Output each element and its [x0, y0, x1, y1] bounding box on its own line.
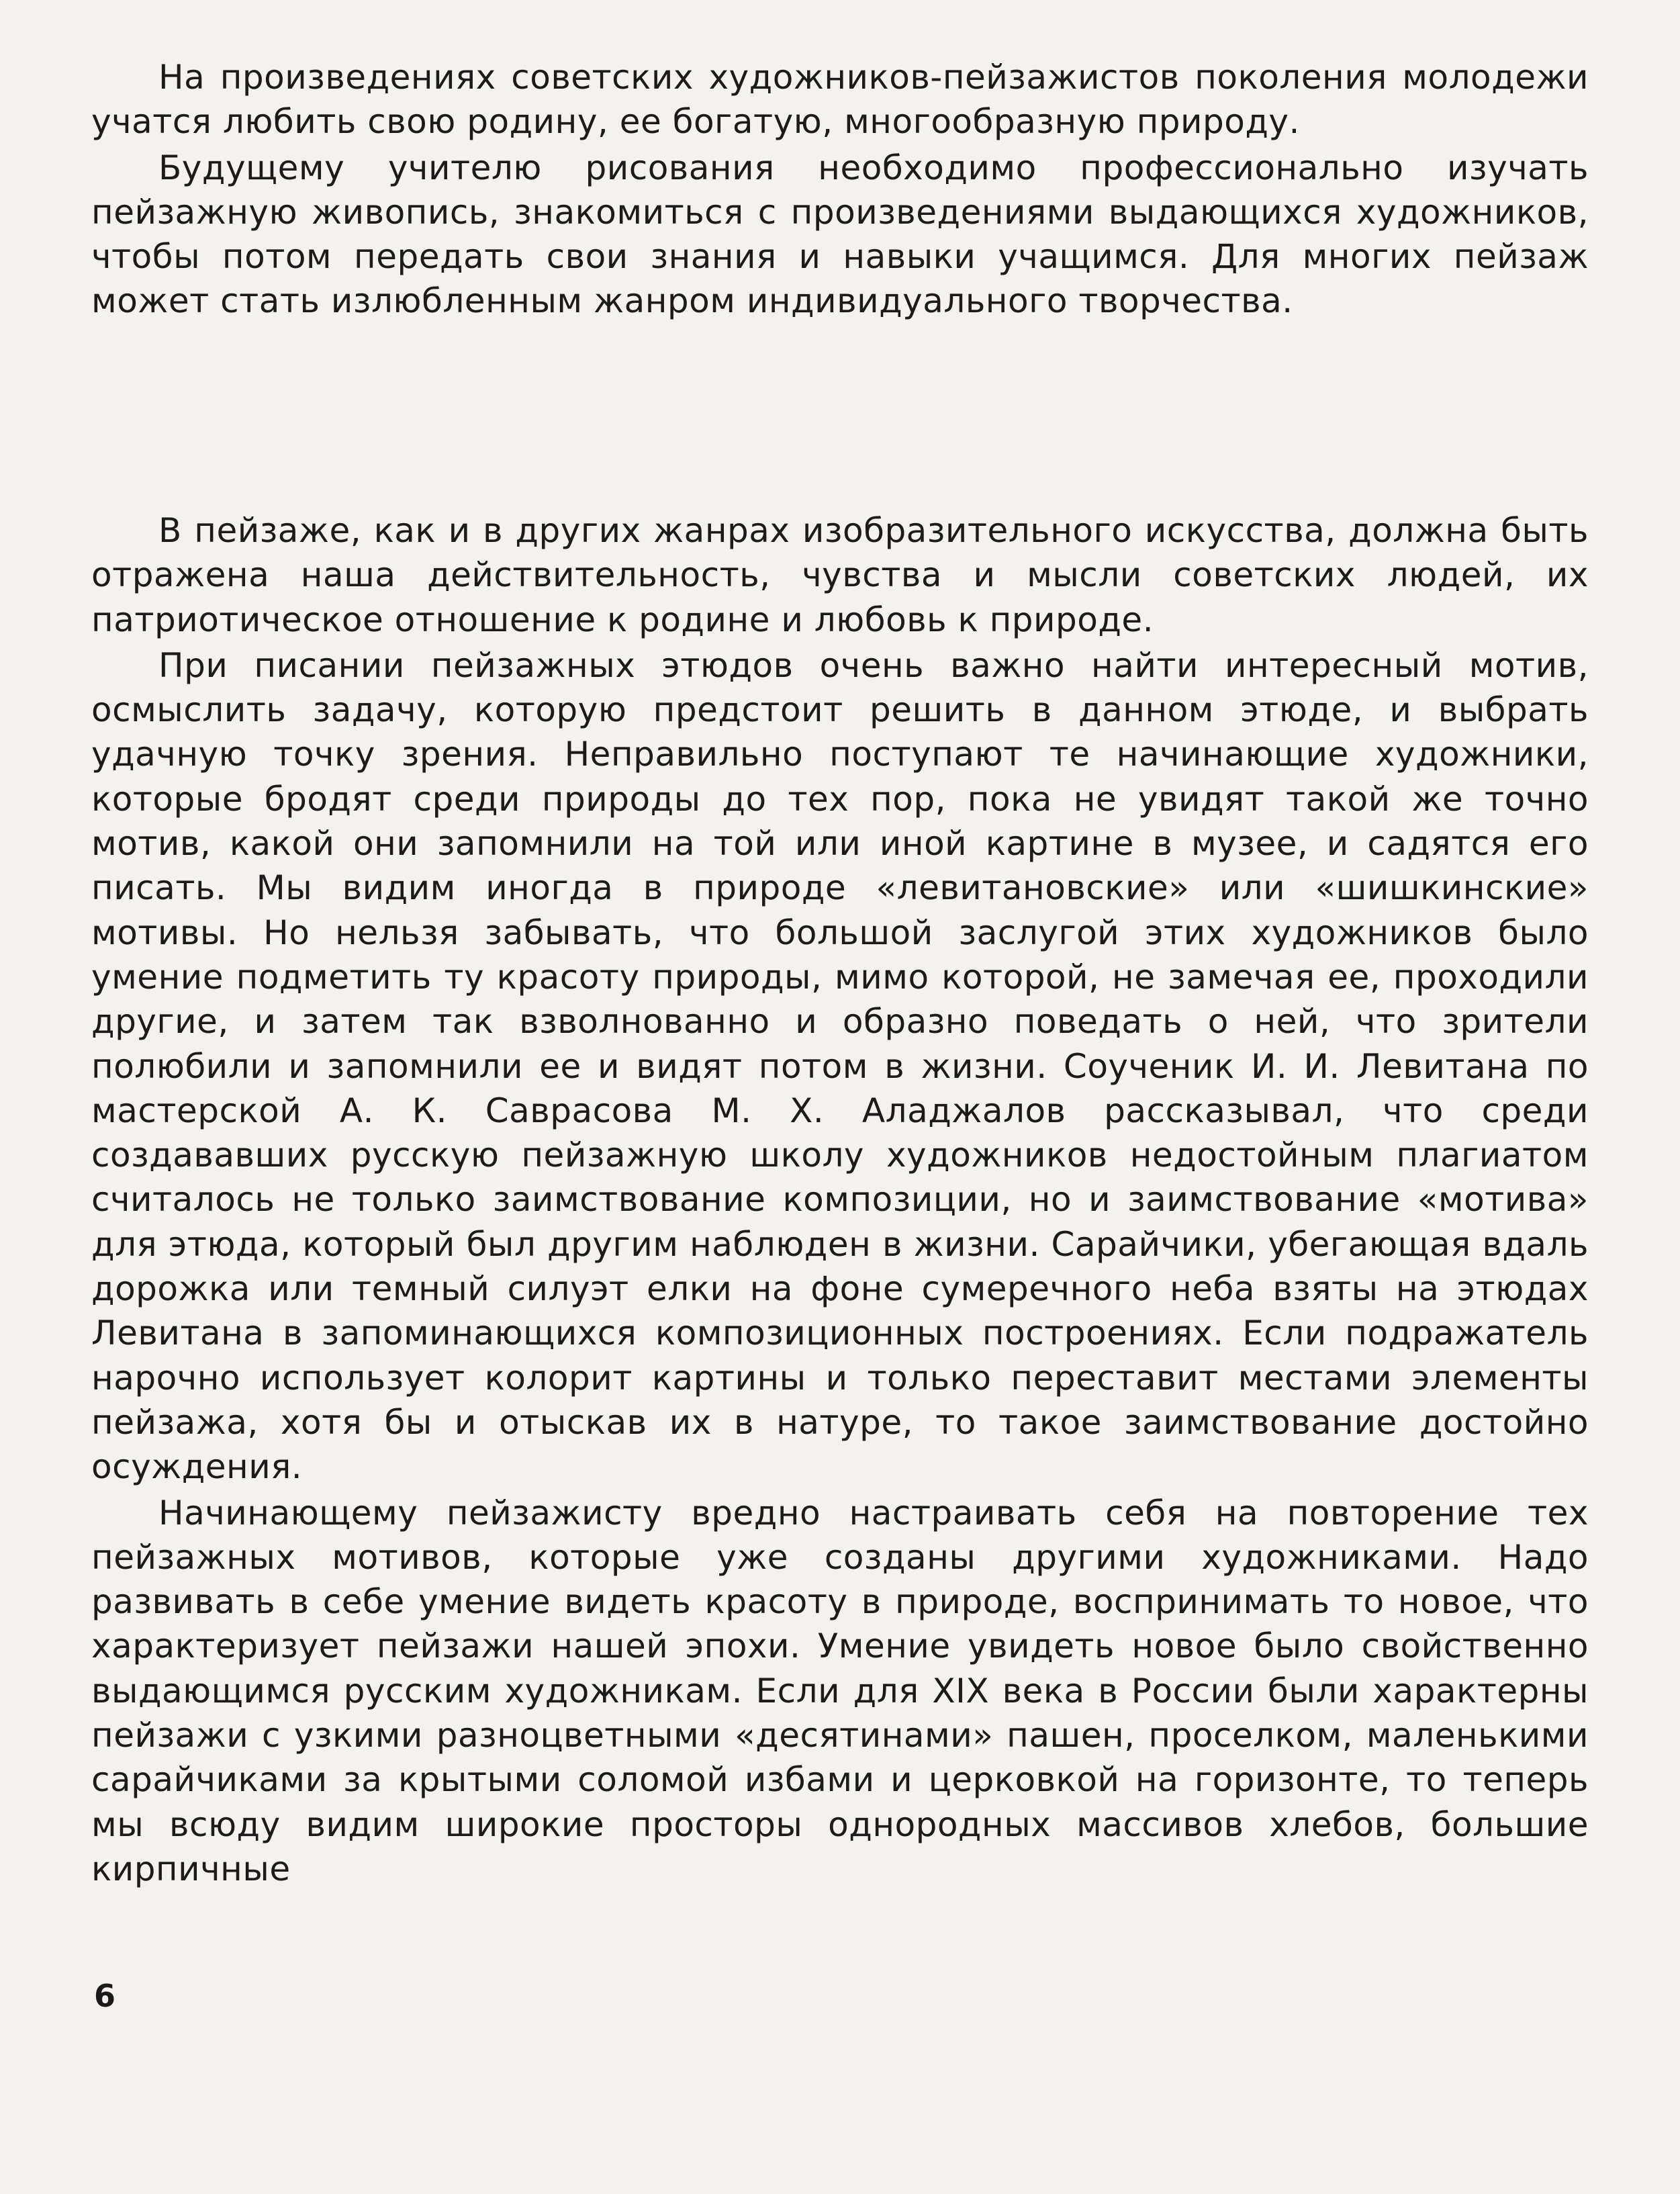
text-block-intro	[91, 55, 1589, 324]
paragraph: В пейзаже, как и в других жанрах изобразительного искусства, должна быть отражена наша действительность, чувства и мысли советских людей, их патриотическое отношение к родине и любовь к природе.	[91, 511, 1589, 639]
paragraph: Начинающему пейзажисту вредно настраивать себя на повторение тех пейзажных мотивов, которые уже созданы другими художниками. Надо развивать в себе умение видеть красоту в природе, воспринимать то новое, что характеризует пейзажи нашей эпохи. Умение увидеть новое было свойственно выдающимся русским художникам. Если для XIX века в России были характерны пейзажи с узкими разноцветными «десятинами» пашен, проселком, маленькими сарайчиками за крытыми соломой избами и церковкой на горизонте, то теперь мы всюду видим широкие просторы однородных массивов хлебов, большие кирпичные	[91, 1493, 1589, 1888]
paragraph: При писании пейзажных этюдов очень важно найти интересный мотив, осмыслить задачу, которую предстоит решить в данном этюде, и выбрать удачную точку зрения. Неправильно поступают те начинающие художники, которые бродят среди природы до тех пор, пока не увидят такой же точно мотив, какой они запомнили на той или иной картине в музее, и садятся его писать. Мы видим иногда в природе «левитановские» или «шишкинские» мотивы. Но нельзя забывать, что большой заслугой этих художников было умение подметить ту красоту природы, мимо которой, не замечая ее, проходили другие, и затем так взволнованно и образно поведать о ней, что зрители полюбили и запомнили ее и видят потом в жизни. Соученик И. И. Левитана по мастерской А. К. Саврасова М. Х. Аладжалов рассказывал, что среди создававших русскую пейзажную школу художников недостойным плагиатом считалось не только заимствование композиции, но и заимствование «мотива» для этюда, который был другим наблюден в жизни. Сарайчики, убегающая вдаль дорожка или темный силуэт елки на фоне сумеречного неба взяты на этюдах Левитана в запоминающихся композиционных построениях. Если подражатель нарочно использует колорит картины и только переставит местами элементы пейзажа, хотя бы и отыскав их в натуре, то такое заимствование достойно осуждения.	[91, 645, 1589, 1487]
paragraph: На произведениях советских художников-пейзажистов поколения молодежи учатся любить свою родину, ее богатую, многообразную природу.	[91, 58, 1589, 142]
paragraph: Будущему учителю рисования необходимо профессионально изучать пейзажную живопись, знакомиться с произведениями выдающихся художников, чтобы потом передать свои знания и навыки учащимся. Для многих пейзаж может стать излюбленным жанром индивидуального творчества.	[91, 148, 1589, 321]
text-block-main	[91, 508, 1589, 1891]
page-number: 6	[94, 1978, 116, 2014]
